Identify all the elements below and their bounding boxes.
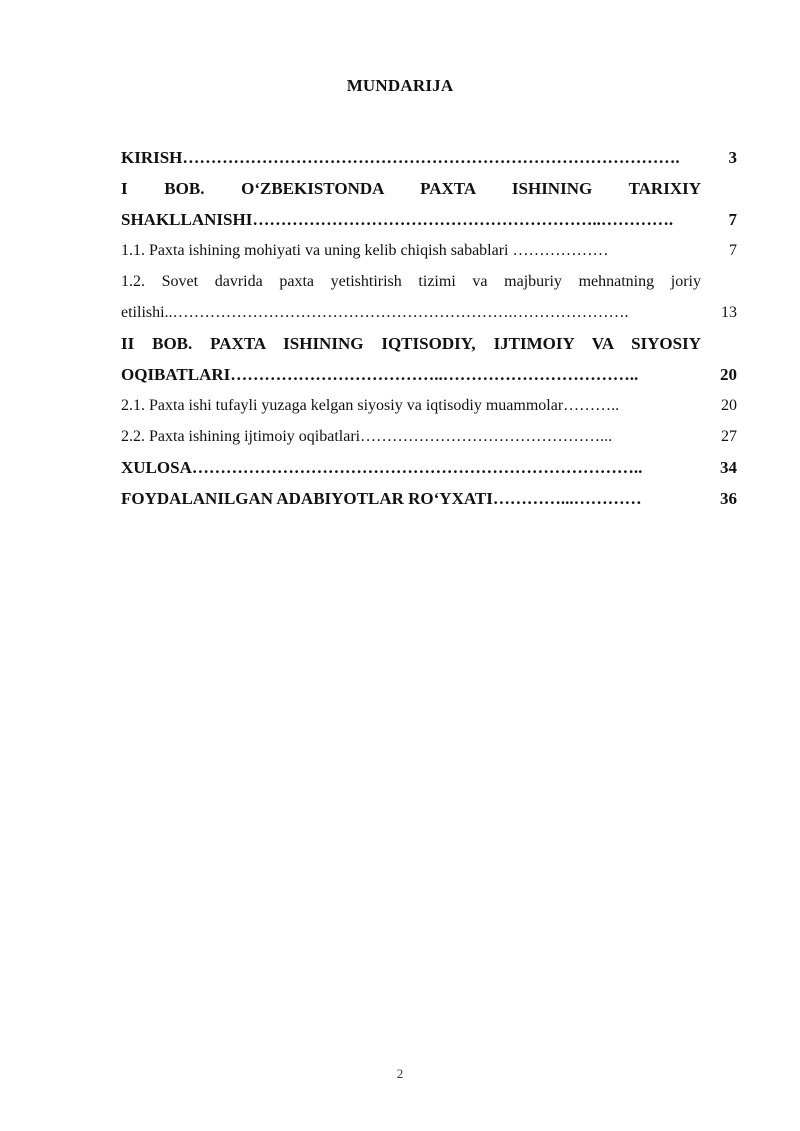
toc-entry-text: SHAKLLANISHI……………………………………………………..………….: [121, 210, 674, 229]
toc-entry-section-1-1: [121, 235, 737, 266]
toc-entry-page: 20: [720, 365, 737, 384]
toc-entry-section-2-2: [121, 421, 737, 452]
page-number: 2: [396, 1066, 404, 1081]
toc-section-1-2-heading: 1.2. Sovet davrida paxta yetishtirish tizimi va majburiy mehnatning joriy: [121, 273, 701, 290]
toc-entry-section-2-1: [121, 390, 737, 421]
toc-entry-text: OQIBATLARI………………………………..……………………………..: [121, 365, 639, 384]
toc-entry-xulosa: [121, 452, 737, 483]
toc-entry-bibliography: [121, 483, 737, 514]
toc-entry-text: FOYDALANILGAN ADABIYOTLAR RO‘YXATI…………...…………: [121, 489, 642, 508]
toc-entry-text: 2.2. Paxta ishining ijtimoiy oqibatlari………………………………………...: [121, 428, 613, 445]
toc-entry-chapter-1: [121, 204, 737, 235]
toc-entry-page: 7: [729, 242, 737, 259]
toc-entry-page: 34: [720, 458, 737, 477]
toc-entry-text: XULOSA……………………………………………………………………..: [121, 458, 643, 477]
toc-entry-page: 7: [728, 210, 737, 229]
toc-entry-text: etilishi..……………………………………………………….………………….: [121, 304, 629, 321]
toc-entry-page: 27: [721, 428, 737, 445]
toc-chapter-1-heading: I BOB. O‘ZBEKISTONDA PAXTA ISHINING TARIXIY: [121, 179, 701, 198]
toc-entry-kirish: [121, 142, 737, 173]
toc-entry-page: 13: [721, 304, 737, 321]
toc-entry-section-1-2: [121, 297, 737, 328]
toc-entry-text: 2.1. Paxta ishi tufayli yuzaga kelgan siyosiy va iqtisodiy muammolar………..: [121, 397, 620, 414]
page-title: MUNDARIJA: [346, 76, 454, 95]
toc-entry-text: KIRISH…………………………………………………………………………….: [121, 148, 680, 167]
toc-entry-page: 3: [728, 148, 737, 167]
toc-chapter-2-heading: II BOB. PAXTA ISHINING IQTISODIY, IJTIMOIY VA SIYOSIY: [121, 334, 701, 353]
toc-entry-text: 1.1. Paxta ishining mohiyati va uning kelib chiqish sabablari ………………: [121, 242, 609, 259]
table-of-contents: [121, 142, 737, 514]
toc-entry-page: 20: [721, 397, 737, 414]
toc-entry-chapter-2: [121, 359, 737, 390]
toc-entry-page: 36: [720, 489, 737, 508]
